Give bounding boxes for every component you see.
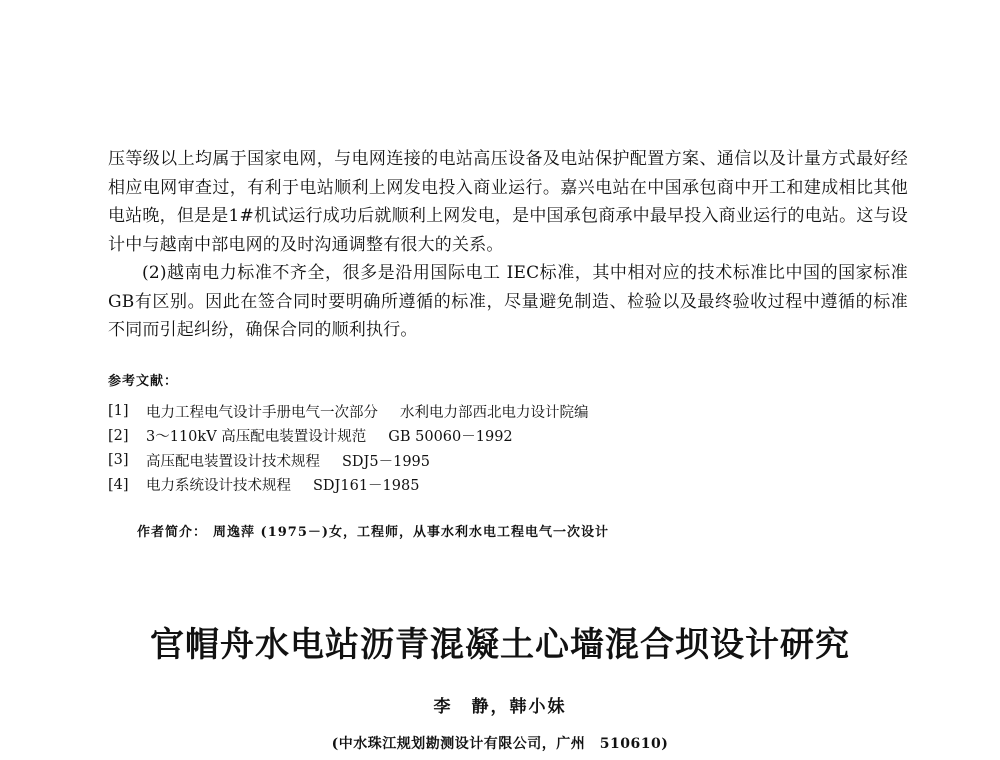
article-title: 官帽舟水电站沥青混凝土心墙混合坝设计研究 (150, 625, 850, 665)
reference-source: 水利电力部西北电力设计院编 (400, 404, 589, 421)
references-heading: 参考文献： (108, 374, 179, 389)
author-intro-text: 周逸萍 (1975－)女，工程师，从事水利水电工程电气一次设计 (213, 525, 610, 540)
reference-number: [3] (108, 452, 129, 469)
reference-number: [4] (108, 476, 129, 493)
reference-source: GB 50060－1992 (388, 429, 513, 446)
reference-source: SDJ161－1985 (313, 478, 420, 495)
author-intro-label: 作者简介： (137, 525, 208, 540)
reference-title: 3～110kV 高压配电装置设计规范 (146, 429, 367, 446)
reference-item (108, 448, 908, 473)
article-authors: 李 静，韩小妹 (433, 697, 567, 717)
body-text (108, 145, 908, 345)
reference-source: SDJ5－1995 (342, 453, 430, 470)
reference-title: 电力工程电气设计手册电气一次部分 (146, 404, 378, 421)
reference-item (108, 473, 908, 498)
reference-number: [2] (108, 427, 129, 444)
author-intro (137, 521, 609, 540)
reference-item (108, 399, 908, 424)
reference-title: 电力系统设计技术规程 (146, 478, 291, 495)
article-affiliation: (中水珠江规划勘测设计有限公司，广州 510610) (331, 736, 669, 752)
paragraph: (2)越南电力标准不齐全，很多是沿用国际电工 IEC标准，其中相对应的技术标准比中国的国家标准 GB有区别。因此在签合同时要明确所遵循的标准，尽量避免制造、检验以及最终验收过程中遵循的标准不同而引起纠纷，确保合同的顺利执行。 (108, 263, 908, 340)
references-section (108, 370, 908, 497)
paragraph: 压等级以上均属于国家电网，与电网连接的电站高压设备及电站保护配置方案、通信以及计量方式最好经相应电网审查过，有利于电站顺利上网发电投入商业运行。嘉兴电站在中国承包商中开工和建成相比其他电站晚，但是是1#机试运行成功后就顺利上网发电，是中国承包商承中最早投入商业运行的电站。这与设计中与越南中部电网的及时沟通调整有很大的关系。 (108, 149, 908, 255)
reference-item (108, 424, 908, 449)
reference-number: [1] (108, 403, 129, 420)
reference-title: 高压配电装置设计技术规程 (146, 453, 320, 470)
